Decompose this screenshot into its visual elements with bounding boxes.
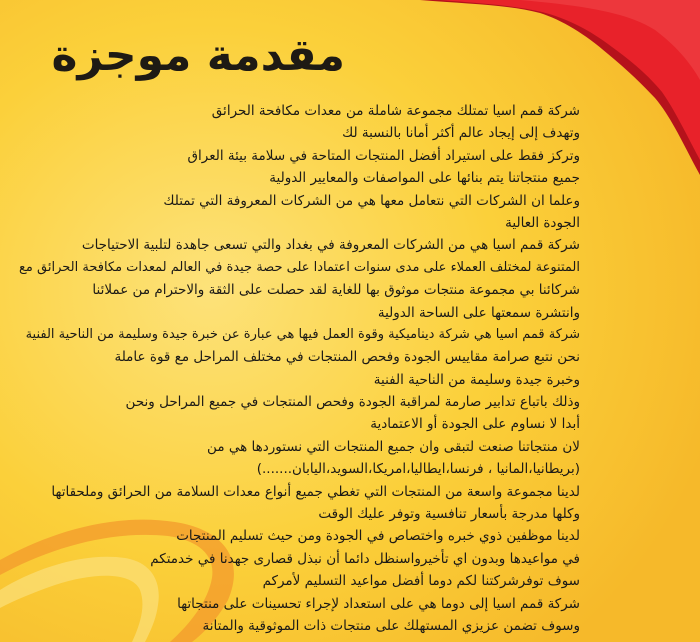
text-line: في مواعيدها وبدون اي تأخيرواسنظل دائما أن نبذل قصارى جهدنا في خدمتكم <box>150 550 580 567</box>
text-line: شركة قمم اسيا إلى دوما هي على استعداد لإجراء تحسينات على منتجاتها <box>177 595 580 612</box>
text-line: لان منتجاتنا صنعت لتبقى وان جميع المنتجات التي نستوردها هي من <box>207 438 580 455</box>
text-line: وكلها مدرجة بأسعار تنافسية وتوفر عليك الوقت <box>318 506 580 523</box>
page-title: مقدمة موجزة <box>51 30 345 81</box>
text-line: وانتشرة سمعتها على الساحة الدولية <box>377 304 580 321</box>
text-line: أبدا لا نساوم على الجودة أو الاعتمادية <box>370 416 580 433</box>
text-line: لدينا موظفين ذوي خبره واختصاص في الجودة ومن حيث تسليم المنتجات <box>176 528 580 545</box>
text-line: (بريطانيا،المانيا ، فرنسا،ايطاليا،امريكا،السويد،اليابان.......) <box>256 461 580 478</box>
text-line: وتركز فقط على استيراد أفضل المنتجات المتاحة في سلامة بيئة العراق <box>187 147 580 164</box>
text-line: نحن نتبع صرامة مقاييس الجودة وفحص المنتجات في مختلف المراحل مع قوة عاملة <box>114 349 580 366</box>
text-line: وسوف تضمن عزيزي المستهلك على منتجات ذات الموثوقية والمتانة <box>202 617 580 634</box>
text-line: لدينا مجموعة واسعة من المنتجات التي تغطي جميع أنواع معدات السلامة من الحرائق وملحقاتها <box>51 483 580 500</box>
text-line: وخبرة جيدة وسليمة من الناحية الفنية <box>373 371 580 388</box>
text-line: وتهدف إلى إيجاد عالم أكثر أمانا بالنسبة لك <box>342 125 580 142</box>
text-line: شركائنا بي مجموعة منتجات موثوق بها للغاية لقد حصلت على الثقة والاحترام من عملائنا <box>92 282 580 299</box>
text-line: وذلك باتباع تدابير صارمة لمراقبة الجودة وفحص المنتجات في جميع المراحل ونحن <box>125 394 580 411</box>
text-line: الجودة العالية <box>505 214 580 231</box>
text-line: شركة قمم اسيا هي شركة ديناميكية وقوة العمل فيها هي عبارة عن خبرة جيدة وسليمة من الناحية الفنية <box>25 326 580 342</box>
body-text <box>20 100 580 637</box>
text-line: المتنوعة لمختلف العملاء على مدى سنوات اعتمادا على حصة جيدة في العالم لمعدات مكافحة الحرائق مع <box>19 259 580 275</box>
text-line: شركة قمم اسيا هي من الشركات المعروفة في بغداد والتي تسعى جاهدة لتلبية الاحتياجات <box>81 237 580 254</box>
text-line: جميع منتجاتنا يتم بنائها على المواصفات والمعايير الدولية <box>269 170 580 187</box>
text-line: وعلما ان الشركات التي نتعامل معها هي من الشركات المعروفة التي تمتلك <box>163 192 580 209</box>
text-line: سوف توفرشركتنا لكم دوما أفضل مواعيد التسليم لأمركم <box>262 573 580 590</box>
text-line: شركة قمم اسيا تمتلك مجموعة شاملة من معدات مكافحة الحرائق <box>211 103 580 119</box>
